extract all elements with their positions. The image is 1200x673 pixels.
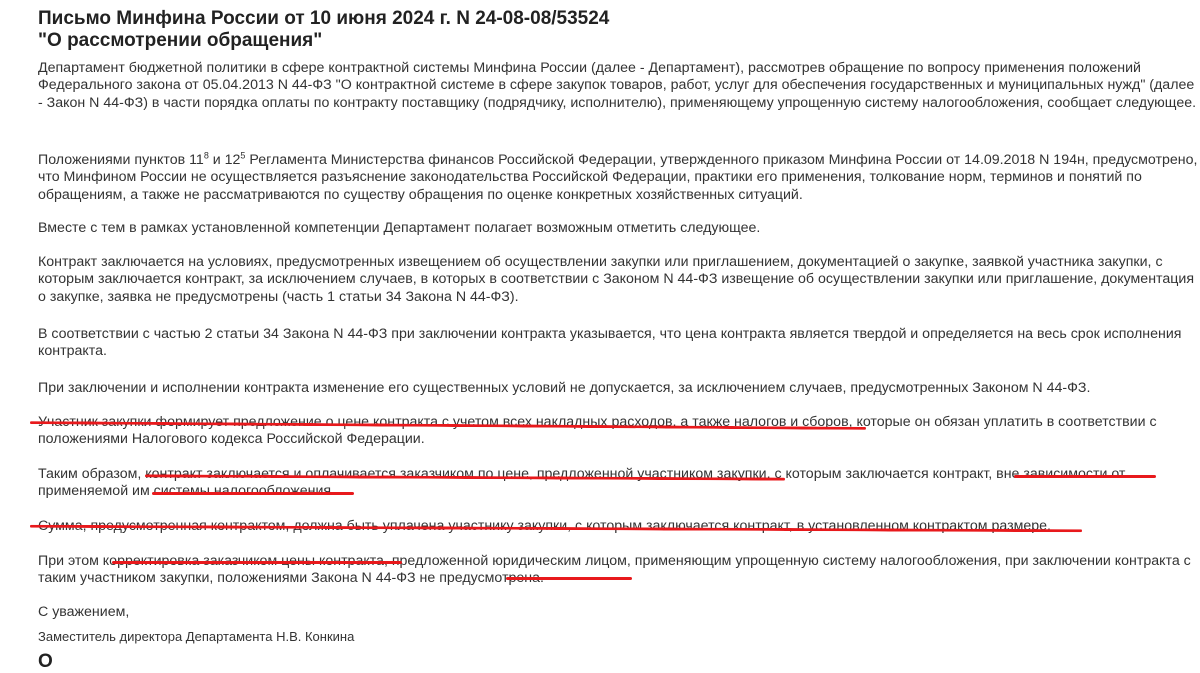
paragraph-regards: С уважением, bbox=[38, 604, 130, 620]
cut-off-text: О bbox=[38, 651, 53, 672]
paragraph-intro: Департамент бюджетной политики в сфере контрактной системы Минфина России (далее - Департамент), рассмотрев обращение по вопросу применения положений Федерального закона от 05.04.2013 N 44-ФЗ "О контрактной системе в сфере закупок товаров, работ, услуг для обеспечения государственных и муниципальных нужд" (далее - Закон N 44-ФЗ) в части порядка оплаты по контракту поставщику (подрядчику, исполнителю), применяющему упрощенную систему налогообложения, сообщает следующее. bbox=[38, 60, 1197, 111]
signature: Заместитель директора Департамента Н.В. Конкина bbox=[38, 629, 355, 644]
paragraph-fixed-price: В соответствии с частью 2 статьи 34 Закона N 44-ФЗ при заключении контракта указывается, что цена контракта является твердой и определяется на весь срок исполнения контракта. bbox=[38, 326, 1182, 360]
document-title bbox=[38, 8, 1198, 52]
paragraph-competence: Вместе с тем в рамках установленной компетенции Департамент полагает возможным отметить следующее. bbox=[38, 220, 761, 236]
underline-mark bbox=[1014, 475, 1156, 478]
underline-mark bbox=[152, 492, 354, 495]
paragraph-correction: При этом корректировка заказчиком цены контракта, предложенной юридическим лицом, применяющим упрощенную систему налогообложения, при заключении контракта с таким участником закупки, положениями Закона N 44-ФЗ не предусмотрена. bbox=[38, 553, 1191, 587]
title-line-2: "О рассмотрении обращения" bbox=[38, 30, 323, 51]
title-line-1: Письмо Минфина России от 10 июня 2024 г. N 24-08-08/53524 bbox=[38, 8, 610, 29]
paragraph-regulation-part-1: Положениями пунктов 11 bbox=[38, 152, 204, 168]
paragraph-no-changes: При заключении и исполнении контракта изменение его существенных условий не допускается, за исключением случаев, предусмотренных Законом N 44-ФЗ. bbox=[38, 380, 1091, 396]
paragraph-conclusion: Таким образом, контракт заключается и оплачивается заказчиком по цене, предложенной участником закупки, с которым заключается контракт, вне зависимости от применяемой им системы налогообложения. bbox=[38, 466, 1126, 500]
paragraph-regulation-part-2: и 12 bbox=[208, 152, 241, 168]
underline-mark bbox=[112, 561, 402, 564]
paragraph-regulation bbox=[38, 152, 1198, 204]
paragraph-payment-amount: Сумма, предусмотренная контрактом, должна быть уплачена участнику закупки, с которым заключается контракт, в установленном контрактом размере. bbox=[38, 518, 1051, 534]
superscript-2: 5 bbox=[240, 150, 246, 161]
paragraph-regulation-part-3: Регламента Министерства финансов Российской Федерации, утвержденного приказом Минфина России от 14.09.2018 N 194н, предусмотрено, что Минфином России не осуществляется разъяснение законодательства Российской Федерации, практики его применения, толкование норм, терминов и понятий по обращениям, а также не рассматриваются по существу обращения по оценке конкретных хозяйственных ситуаций. bbox=[38, 152, 1198, 203]
paragraph-contract-terms: Контракт заключается на условиях, предусмотренных извещением об осуществлении закупки или приглашением, документацией о закупке, заявкой участника закупки, с которым заключается контракт, за исключением случаев, в которых в соответствии с Законом N 44-ФЗ извещение об осуществлении закупки или приглашение, документация о закупке, заявка не предусмотрены (часть 1 статьи 34 Закона N 44-ФЗ). bbox=[38, 254, 1194, 305]
superscript-1: 8 bbox=[203, 150, 209, 161]
paragraph-price-offer: Участник закупки формирует предложение о цене контракта с учетом всех накладных расходов, а также налогов и сборов, которые он обязан уплатить в соответствии с положениями Налогового кодекса Российской Федерации. bbox=[38, 414, 1157, 448]
underline-mark bbox=[506, 577, 632, 580]
document bbox=[38, 8, 1198, 672]
